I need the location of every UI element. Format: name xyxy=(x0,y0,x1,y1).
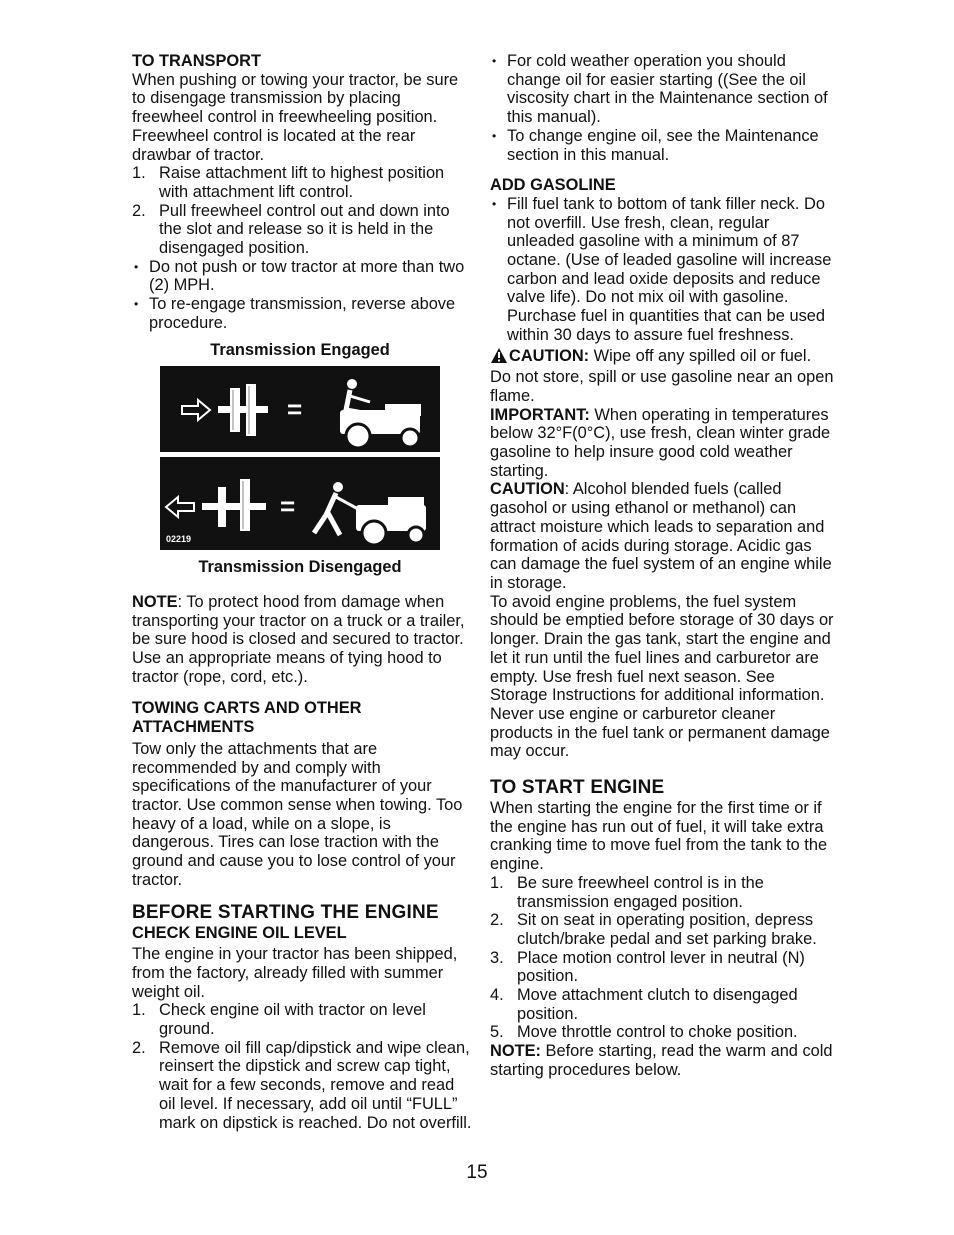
caution-fuel xyxy=(490,347,834,406)
left-column xyxy=(132,52,474,1132)
figure-caption-disengaged: Transmission Disengaged xyxy=(198,558,402,577)
tractor-being-pushed-icon xyxy=(314,482,426,545)
bullet-text: Do not push or tow tractor at more than two (2) MPH. xyxy=(149,257,465,295)
step-number: 2. xyxy=(490,911,504,930)
engaged-panel xyxy=(160,366,440,452)
important-label: IMPORTANT: xyxy=(490,405,590,424)
transmission-figure xyxy=(160,341,440,577)
list-item: • Fill fuel tank to bottom of tank filler neck. Do not overfill. Use fresh, clean, regular unleaded gasoline with a minimum of 87 octane. (Use of leaded gasoline will increase carbon and lead oxide deposits and reduce valve life). Do not mix oil with gasoline. Purchase fuel in quantities that can be used within 30 days to assure fuel freshness. xyxy=(492,194,832,344)
list-item xyxy=(132,202,474,258)
caution-text: : Alcohol blended fuels (called gasohol or using ethanol or methanol) can attract moisture which leads to separation and formation of acids during storage. Acidic gas can damage the fuel system of an engine while in storage. xyxy=(490,480,832,592)
caution-label: CAUTION xyxy=(490,480,565,499)
list-item xyxy=(490,911,834,948)
list-item xyxy=(490,986,834,1023)
step-text: Raise attachment lift to highest position with attachment lift control. xyxy=(159,164,445,201)
step-number: 1. xyxy=(132,164,146,183)
step-number: 2. xyxy=(132,201,146,220)
step-number: 3. xyxy=(490,948,504,967)
bullet-text: To change engine oil, see the Maintenance section in this manual. xyxy=(507,126,819,164)
warning-triangle-icon xyxy=(490,347,508,369)
list-item xyxy=(490,1023,834,1042)
before-starting-heading: BEFORE STARTING THE ENGINE xyxy=(132,901,439,923)
start-engine-heading: TO START ENGINE xyxy=(490,777,665,799)
gear-coupling-engaged-icon xyxy=(218,384,268,436)
caution-alcohol xyxy=(490,480,834,592)
oil-steps xyxy=(132,1001,474,1132)
step-text: Remove oil fill cap/dipstick and wipe clean, reinsert the dipstick and screw cap tight, wait for a few seconds, remove and read oil level. If necessary, add oil until “FULL” mark on dipstick is reached. Do not overfill. xyxy=(159,1038,472,1132)
list-item xyxy=(490,874,834,911)
note-text: Before starting, read the warm and cold starting procedures below. xyxy=(490,1042,833,1079)
step-text: Be sure freewheel control is in the transmission engaged position. xyxy=(517,873,764,911)
step-number: 1. xyxy=(490,873,504,892)
oil-intro: The engine in your tractor has been shipped, from the factory, already filled with summer weight oil. xyxy=(132,945,458,1001)
towing-heading: TOWING CARTS AND OTHER ATTACHMENTS xyxy=(132,699,362,737)
page-number: 15 xyxy=(466,1162,488,1183)
storage-text: To avoid engine problems, the fuel system should be emptied before storage of 30 days or longer. Drain the gas tank, start the engine and let it run until the fuel lines and carburetor are empty. Use fresh fuel next season. See Storage Instructions for additional information. xyxy=(490,592,834,705)
towing-text: Tow only the attachments that are recommended by and comply with specifications of the manufacturer of your tractor. Use common sense when towing. Too heavy of a load, while on a slope, is dangerous. Tires can lose traction with the ground and cause you to lose control of your tractor. xyxy=(132,739,463,889)
transport-heading: TO TRANSPORT xyxy=(132,52,262,70)
step-text: Check engine oil with tractor on level ground. xyxy=(159,1001,426,1039)
note-text: : To protect hood from damage when transporting your tractor on a truck or a trailer, be sure hood is closed and secured to tractor. Use an appropriate means of tying hood to tractor (rope, cord, etc.). xyxy=(132,592,465,686)
step-text: Move attachment clutch to disengaged position. xyxy=(517,986,798,1023)
gasoline-bullets xyxy=(490,195,834,345)
step-number: 4. xyxy=(490,986,504,1005)
caution-text: Wipe off any spilled oil or fuel. Do not store, spill or use gasoline near an open flame. xyxy=(490,346,834,405)
list-item xyxy=(132,164,474,201)
oil-heading: CHECK ENGINE OIL LEVEL xyxy=(132,923,347,942)
cleaner-warning: Never use engine or carburetor cleaner products in the fuel tank or permanent damage may occur. xyxy=(490,704,830,761)
disengaged-panel xyxy=(160,457,440,550)
figure-caption-engaged: Transmission Engaged xyxy=(210,340,390,359)
oil-bullets xyxy=(490,52,834,164)
gear-coupling-disengaged-icon xyxy=(202,479,266,531)
important-note xyxy=(490,406,834,481)
arrow-left-outline-icon xyxy=(166,497,194,517)
start-steps xyxy=(490,874,834,1042)
step-text: Place motion control lever in neutral (N) position. xyxy=(517,948,805,986)
transport-intro: When pushing or towing your tractor, be sure to disengage transmission by placing freewheel control in freewheeling position. Freewheel control is located at the rear drawbar of tractor. xyxy=(132,70,459,164)
bullet-text: For cold weather operation you should change oil for easier starting ((See the oil viscosity chart in the Maintenance section of this manual). xyxy=(507,52,828,127)
important-text: When operating in temperatures below 32°F(0°C), use fresh, clean winter grade gasoline to help insure good cold weather starting. xyxy=(490,405,831,480)
equals-sign: = xyxy=(280,491,296,522)
bullet-text: Fill fuel tank to bottom of tank filler neck. Do not overfill. Use fresh, clean, regular unleaded gasoline with a minimum of 87 octane. (Use of leaded gasoline will increase carbon and lead oxide deposits and reduce valve life). Do not mix oil with gasoline. Purchase fuel in quantities that can be used within 30 days to assure fuel freshness. xyxy=(507,194,832,344)
gasoline-heading: ADD GASOLINE xyxy=(490,176,616,195)
right-column xyxy=(490,52,834,1080)
transport-note xyxy=(132,593,474,687)
caution-label: CAUTION: xyxy=(509,346,590,365)
list-item xyxy=(132,1001,474,1038)
step-number: 5. xyxy=(490,1023,504,1042)
figure-code: 02219 xyxy=(166,533,192,544)
list-item: • To re-engage transmission, reverse above procedure. xyxy=(134,295,456,332)
transport-bullets xyxy=(132,258,474,333)
step-text: Pull freewheel control out and down into the slot and release so it is held in the disengaged position. xyxy=(159,201,450,258)
list-item: • For cold weather operation you should change oil for easier starting ((See the oil viscosity chart in the Maintenance section of this manual). xyxy=(492,52,828,127)
riding-tractor-icon xyxy=(340,379,421,448)
bullet-text: To re-engage transmission, reverse above procedure. xyxy=(149,295,456,332)
note-label: NOTE: xyxy=(490,1042,541,1061)
step-text: Move throttle control to choke position. xyxy=(517,1023,798,1042)
transport-steps xyxy=(132,164,474,258)
list-item xyxy=(490,949,834,986)
arrow-right-outline-icon xyxy=(182,400,210,420)
note-label: NOTE xyxy=(132,592,178,611)
start-intro: When starting the engine for the first time or if the engine has run out of fuel, it will take extra cranking time to move fuel from the tank to the engine. xyxy=(490,799,828,874)
start-note xyxy=(490,1042,834,1079)
list-item: • To change engine oil, see the Maintenance section in this manual. xyxy=(492,126,819,164)
equals-sign: = xyxy=(287,394,303,425)
step-text: Sit on seat in operating position, depress clutch/brake pedal and set parking brake. xyxy=(517,911,817,948)
step-number: 2. xyxy=(132,1038,146,1057)
step-number: 1. xyxy=(132,1001,146,1020)
list-item xyxy=(132,1039,474,1133)
list-item: • Do not push or tow tractor at more than two (2) MPH. xyxy=(134,257,465,295)
